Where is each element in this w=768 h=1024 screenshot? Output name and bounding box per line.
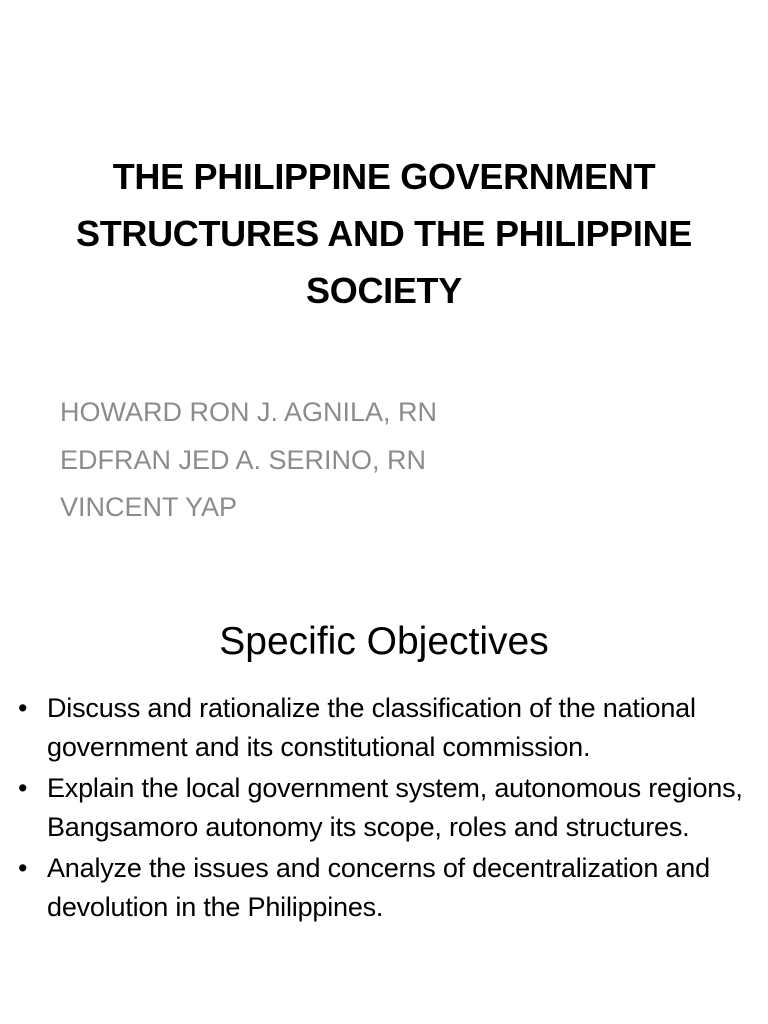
author-list (60, 389, 437, 532)
slide-title (20, 148, 748, 319)
slide-title-line: THE PHILIPPINE GOVERNMENT (112, 156, 656, 197)
objective-item: • Analyze the issues and concerns of decentralization and devolution in the Philippines. (47, 849, 747, 926)
author-name: VINCENT YAP (60, 492, 238, 522)
objective-item: • Explain the local government system, autonomous regions, Bangsamoro autonomy its scope, roles and structures. (47, 769, 747, 846)
objectives-list (47, 689, 747, 929)
objectives-title: Specific Objectives (219, 620, 549, 663)
author-name: HOWARD RON J. AGNILA, RN (60, 397, 438, 427)
slide-title-line: SOCIETY (306, 270, 462, 311)
objectives-slide (0, 576, 768, 1024)
objective-item: • Discuss and rationalize the classification of the national government and its constitutional commission. (47, 689, 747, 766)
slide-title-line: STRUCTURES AND THE PHILIPPINE (75, 213, 692, 254)
author-name: EDFRAN JED A. SERINO, RN (60, 444, 427, 475)
